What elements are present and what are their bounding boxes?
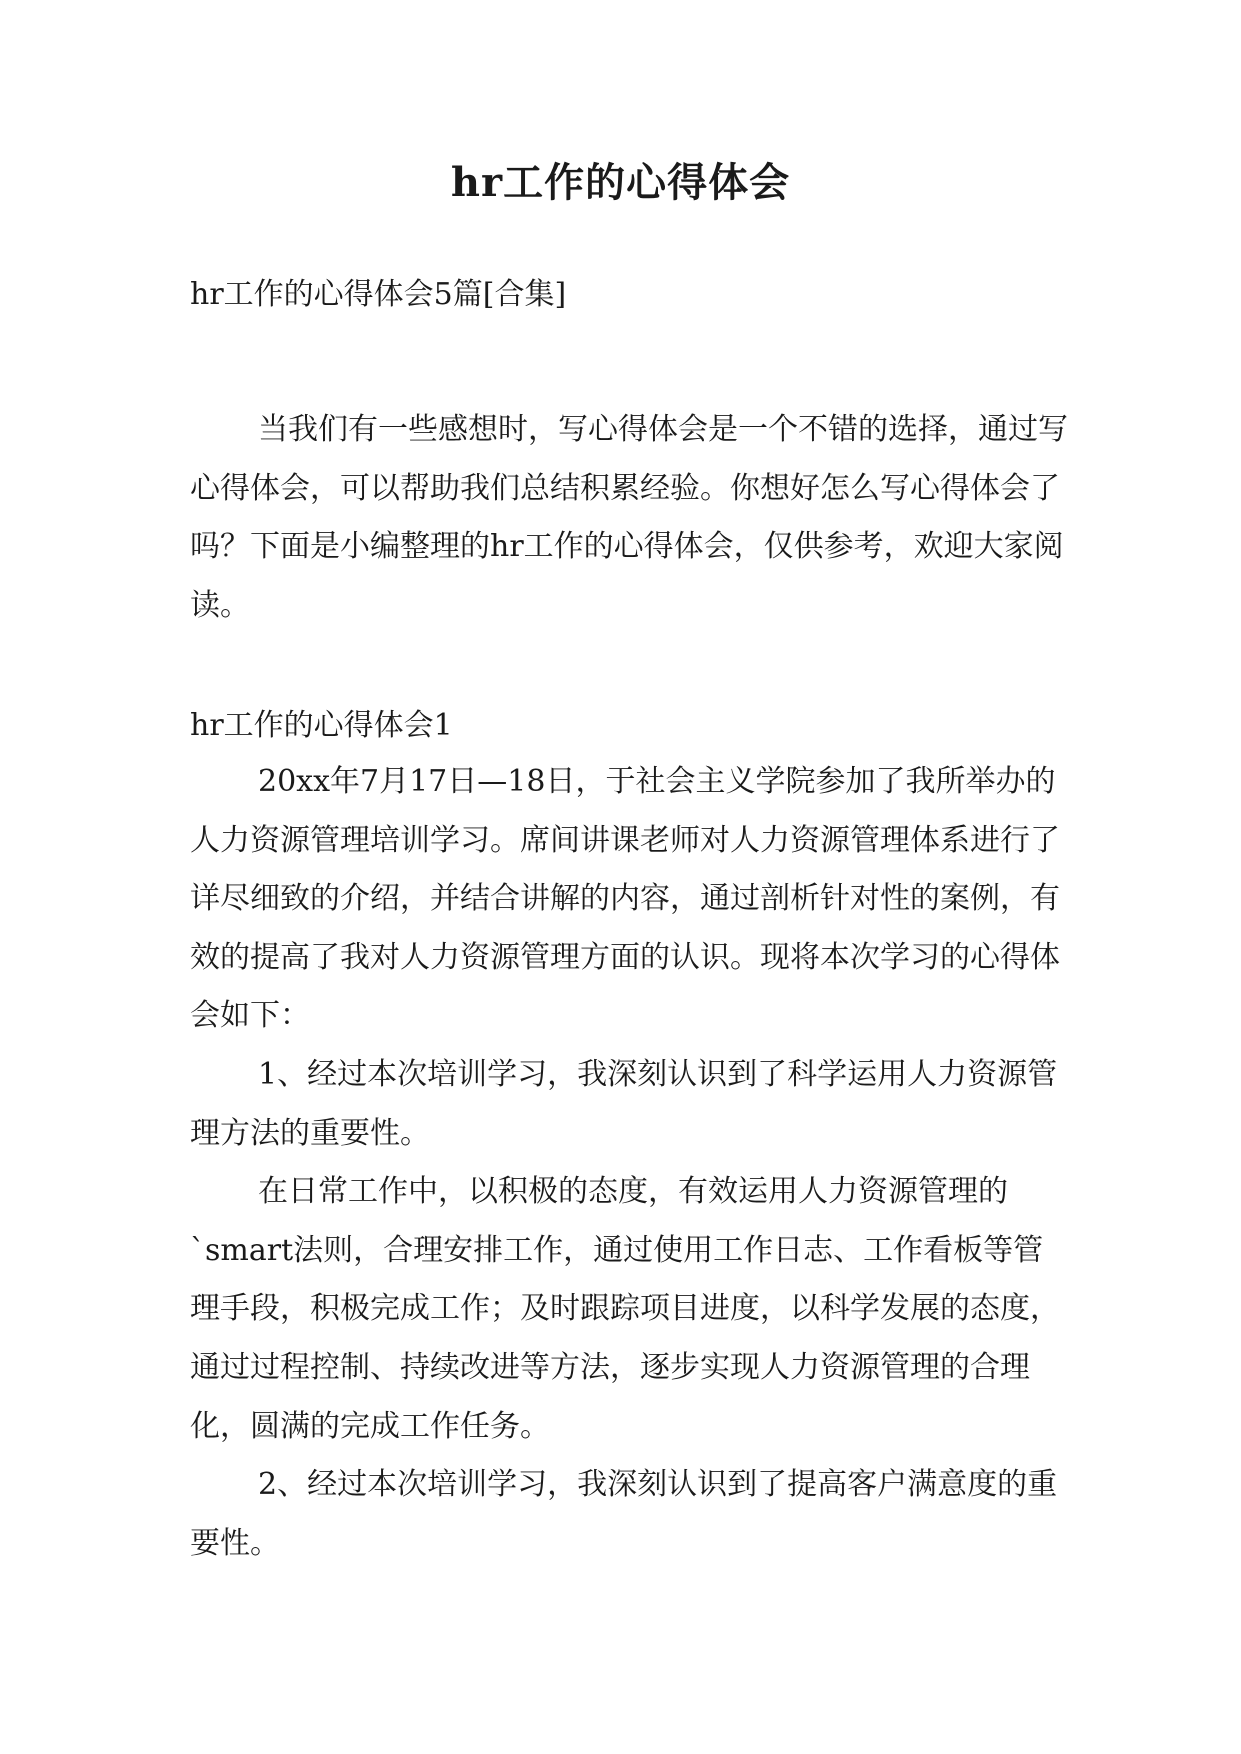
intro-paragraph: 当我们有一些感想时，写心得体会是一个不错的选择，通过写心得体会，可以帮助我们总结积累经验。你想好怎么写心得体会了吗？下面是小编整理的hr工作的心得体会，仅供参考，欢迎大家阅读。 [190, 412, 1068, 623]
document-subtitle: hr工作的心得体会5篇[合集] [190, 277, 567, 312]
body-paragraph: 2、经过本次培训学习，我深刻认识到了提高客户满意度的重要性。 [190, 1467, 1058, 1561]
body-paragraph: 1、经过本次培训学习，我深刻认识到了科学运用人力资源管理方法的重要性。 [190, 1056, 1058, 1151]
section-body [190, 753, 1070, 1573]
body-paragraph: 在日常工作中，以积极的态度，有效运用人力资源管理的`smart法则，合理安排工作，通过使用工作日志、工作看板等管理手段，积极完成工作；及时跟踪项目进度，以科学发展的态度，通过过程控制、持续改进等方法，逐步实现人力资源管理的合理化，圆满的完成工作任务。 [190, 1174, 1060, 1444]
document-title: hr工作的心得体会 [450, 159, 791, 206]
body-paragraph: 20xx年7月17日—18日，于社会主义学院参加了我所举办的人力资源管理培训学习。席间讲课老师对人力资源管理体系进行了详尽细致的介绍，并结合讲解的内容，通过剖析针对性的案例，有效的提高了我对人力资源管理方面的认识。现将本次学习的心得体会如下： [190, 764, 1060, 1034]
section-heading: hr工作的心得体会1 [190, 708, 453, 743]
